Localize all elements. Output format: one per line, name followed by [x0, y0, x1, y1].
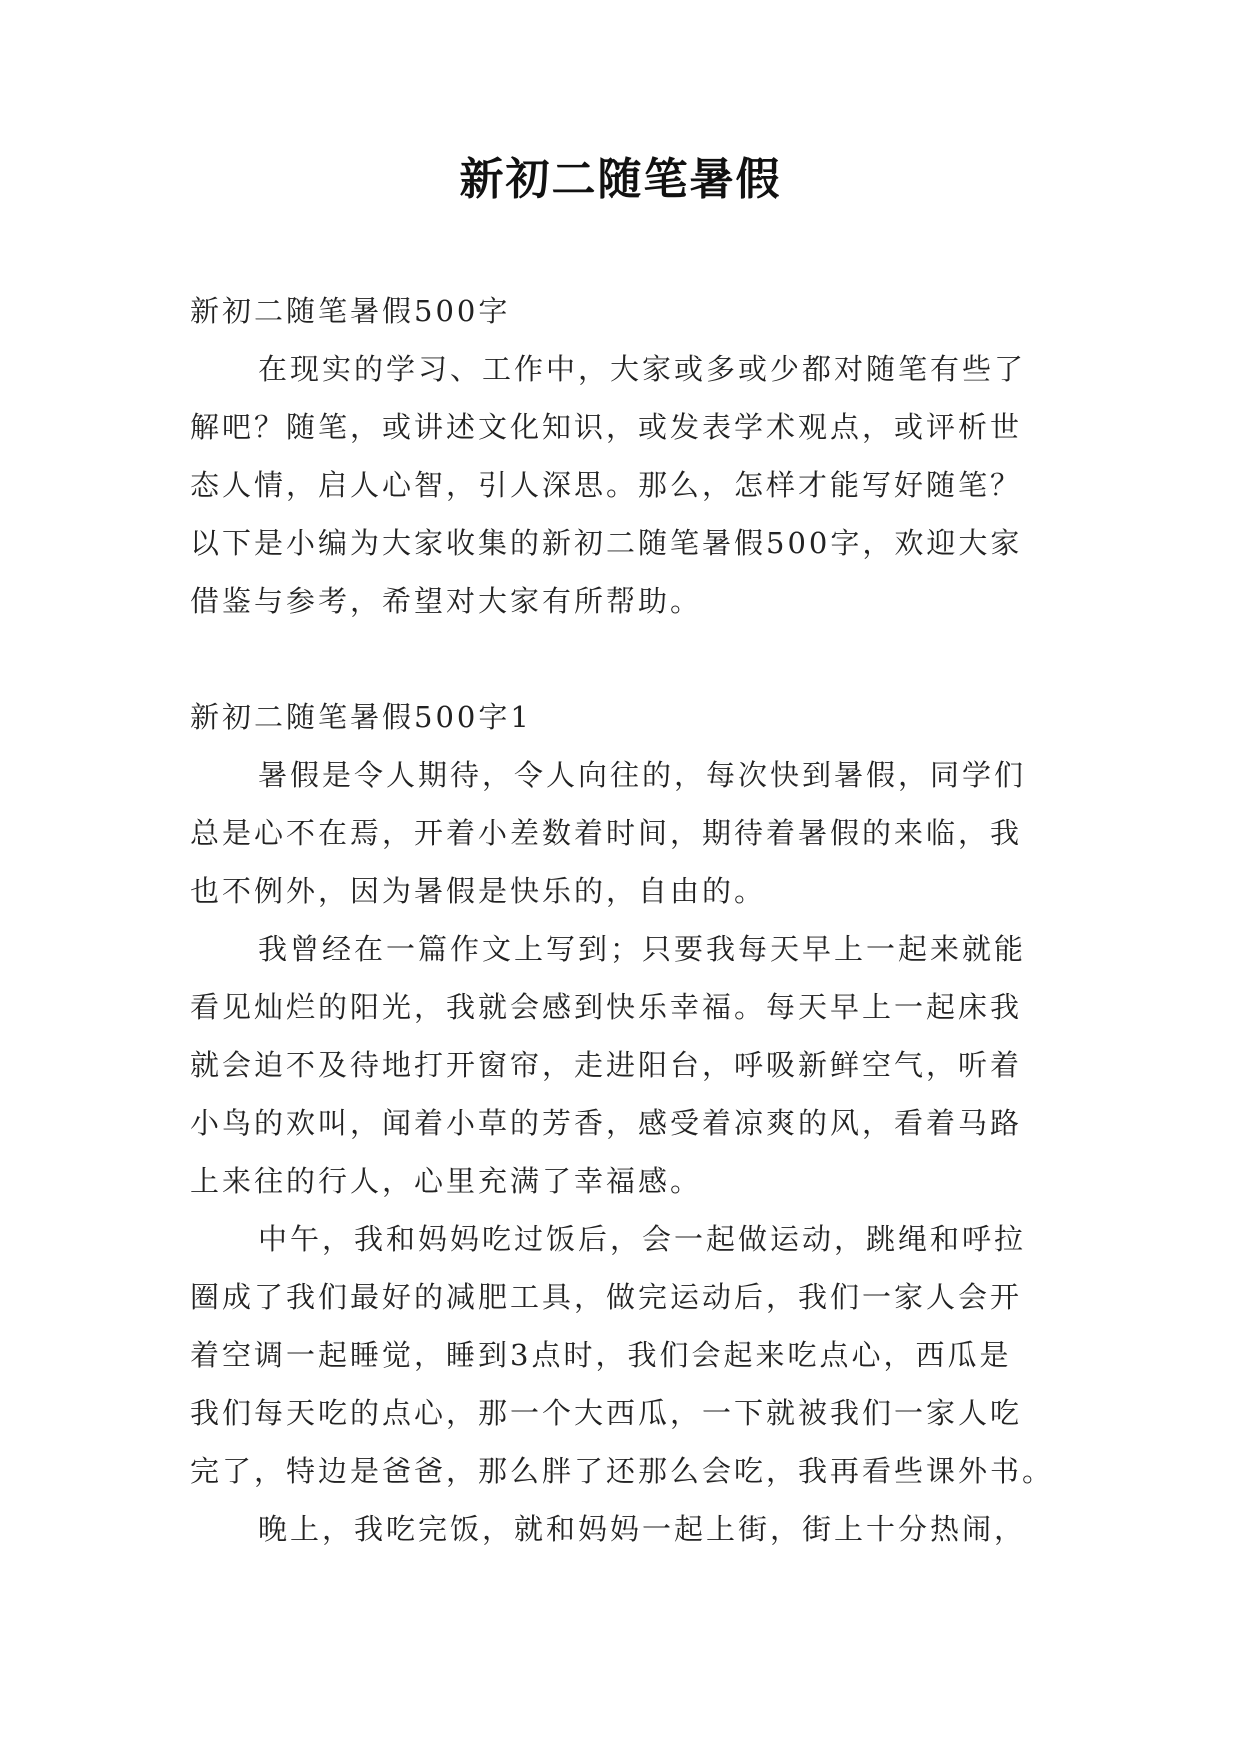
paragraph-line: 也不例外，因为暑假是快乐的，自由的。	[190, 874, 767, 908]
paragraph-line: 上来往的行人，心里充满了幸福感。	[190, 1164, 703, 1198]
section-paragraph	[190, 1500, 1050, 1558]
section-heading: 新初二随笔暑假500字1	[190, 700, 532, 734]
paragraph-line: 我曾经在一篇作文上写到；只要我每天早上一起来就能	[258, 932, 1027, 966]
paragraph-line: 解吧？随笔，或讲述文化知识，或发表学术观点，或评析世	[190, 410, 1023, 444]
paragraph-line: 以下是小编为大家收集的新初二随笔暑假500字，欢迎大家	[190, 526, 1023, 560]
paragraph-line: 晚上，我吃完饭，就和妈妈一起上街，街上十分热闹，	[258, 1512, 1027, 1546]
paragraph-line: 完了，特边是爸爸，那么胖了还那么会吃，我再看些课外书。	[190, 1454, 1055, 1488]
document-title: 新初二随笔暑假	[459, 154, 782, 205]
document-body	[190, 282, 1055, 1558]
paragraph-line: 借鉴与参考，希望对大家有所帮助。	[190, 584, 703, 618]
intro-heading: 新初二随笔暑假500字	[190, 294, 511, 328]
paragraph-line: 在现实的学习、工作中，大家或多或少都对随笔有些了	[258, 352, 1027, 386]
paragraph-line: 我们每天吃的点心，那一个大西瓜，一下就被我们一家人吃	[190, 1396, 1023, 1430]
section-paragraph	[190, 920, 1050, 1210]
paragraph-line: 中午，我和妈妈吃过饭后，会一起做运动，跳绳和呼拉	[258, 1222, 1027, 1256]
paragraph-line: 就会迫不及待地打开窗帘，走进阳台，呼吸新鲜空气，听着	[190, 1048, 1023, 1082]
paragraph-line: 暑假是令人期待，令人向往的，每次快到暑假，同学们	[258, 758, 1027, 792]
intro-paragraph	[190, 340, 1050, 630]
paragraph-line: 着空调一起睡觉，睡到3点时，我们会起来吃点心，西瓜是	[190, 1338, 1012, 1372]
paragraph-line: 看见灿烂的阳光，我就会感到快乐幸福。每天早上一起床我	[190, 990, 1023, 1024]
paragraph-line: 小鸟的欢叫，闻着小草的芳香，感受着凉爽的风，看着马路	[190, 1106, 1023, 1140]
paragraph-line: 总是心不在焉，开着小差数着时间，期待着暑假的来临，我	[190, 816, 1023, 850]
section-paragraph	[190, 746, 1050, 920]
section-paragraph	[190, 1210, 1055, 1500]
paragraph-line: 圈成了我们最好的减肥工具，做完运动后，我们一家人会开	[190, 1280, 1023, 1314]
section-spacer	[190, 630, 1050, 688]
paragraph-line: 态人情，启人心智，引人深思。那么，怎样才能写好随笔？	[190, 468, 1023, 502]
